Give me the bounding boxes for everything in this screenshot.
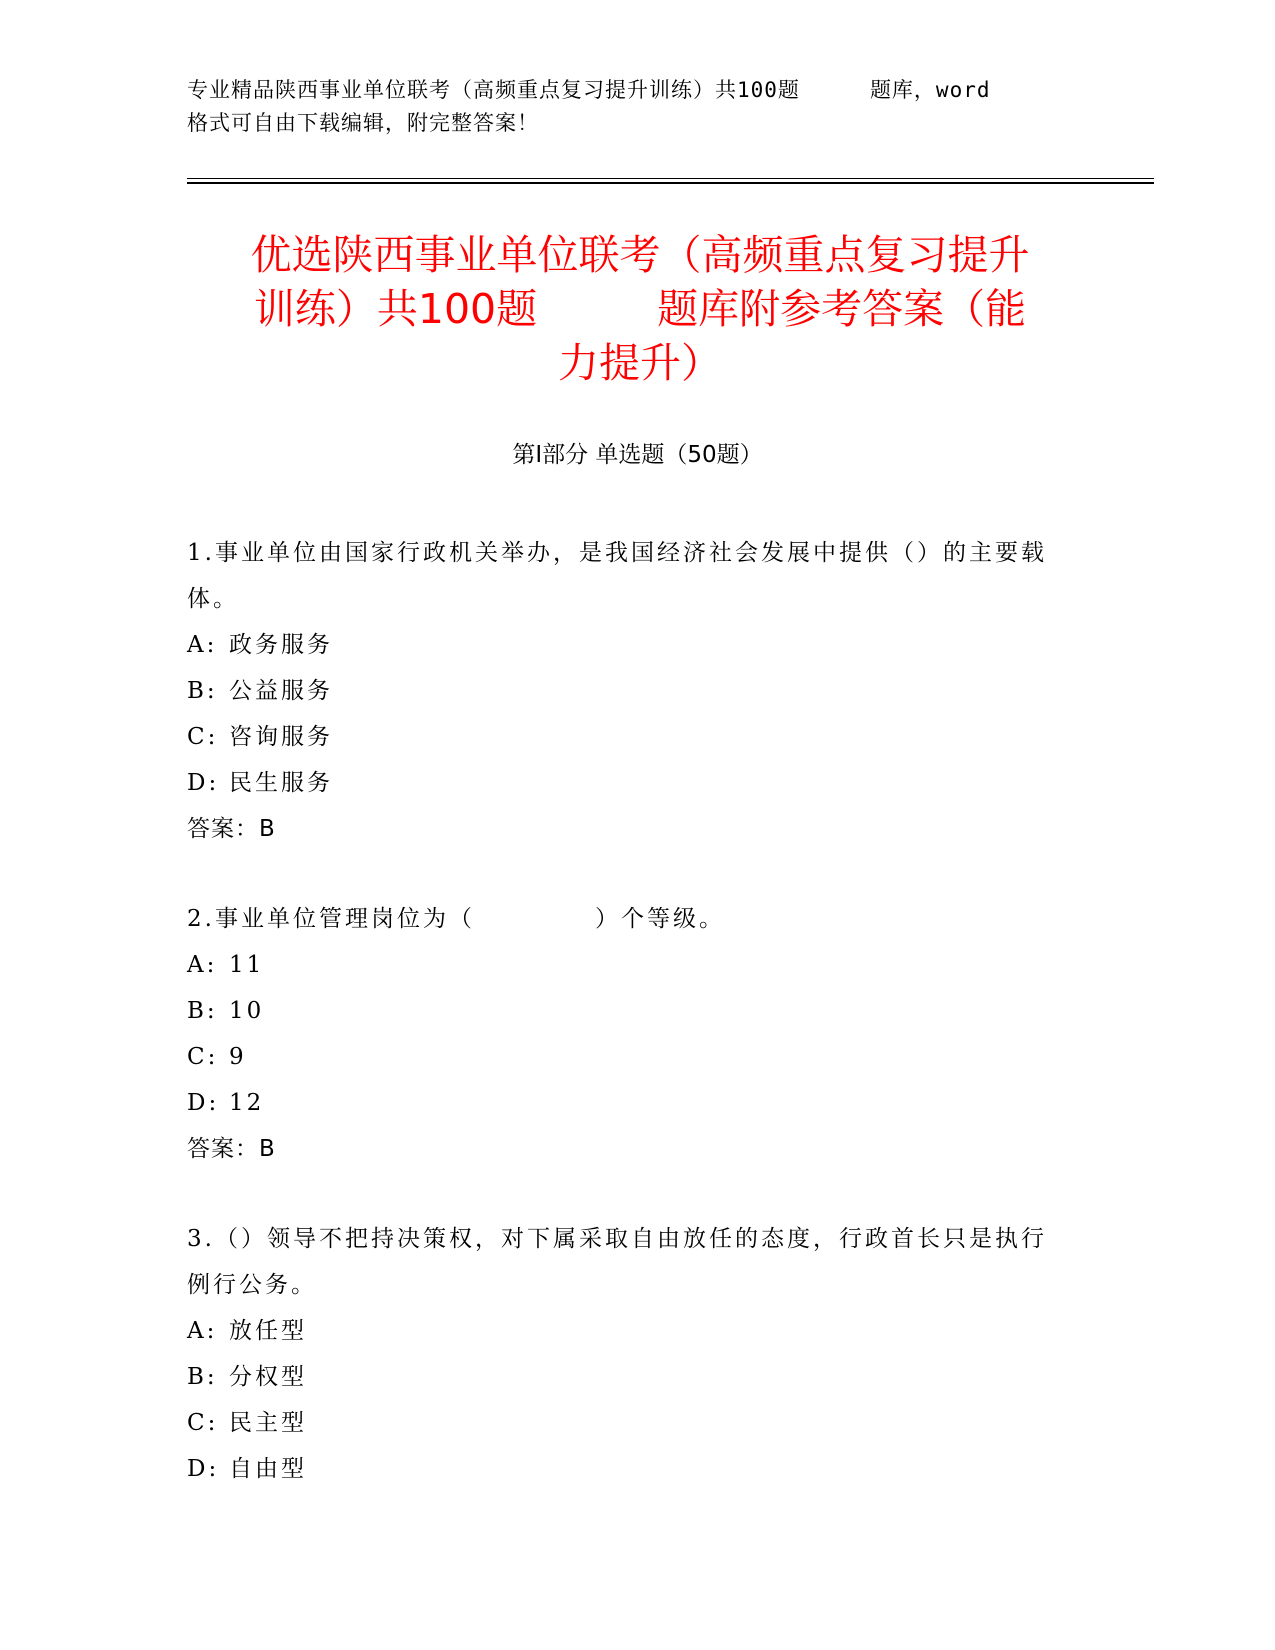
question-text-before: 2.事业单位管理岗位为（ <box>187 906 475 932</box>
header-line-1-right: 题库，word <box>869 78 991 102</box>
option-text: 自由型 <box>229 1456 307 1482</box>
option-label: A: <box>187 632 218 658</box>
question-text: 3.（）领导不把持决策权，对下属采取自由放任的态度，行政首长只是执行例行公务。 <box>187 1226 1047 1298</box>
option-label: A: <box>187 952 218 978</box>
option-d <box>187 1446 1067 1492</box>
option-label: D: <box>187 1090 220 1116</box>
question-1 <box>187 530 1067 852</box>
document-title <box>195 228 1085 390</box>
option-label: B: <box>187 1364 218 1390</box>
option-text: 民主型 <box>229 1410 307 1436</box>
answer-line: 答案：B <box>187 816 276 842</box>
option-label: D: <box>187 1456 220 1482</box>
question-text-after: ）个等级。 <box>594 906 725 932</box>
title-line-2 <box>195 282 1085 336</box>
section-heading: 第Ⅰ部分 单选题（50题） <box>512 442 763 468</box>
option-c <box>187 1034 1067 1080</box>
title-line-2-right: 题库附参考答案（能 <box>657 285 1027 333</box>
option-text: 放任型 <box>229 1318 307 1344</box>
page-header <box>187 74 1107 140</box>
header-divider-thin <box>187 178 1154 179</box>
header-divider-thick <box>187 182 1154 184</box>
option-label: C: <box>187 724 219 750</box>
option-a <box>187 622 1067 668</box>
option-label: C: <box>187 1410 219 1436</box>
option-d <box>187 760 1067 806</box>
option-text: 9 <box>229 1044 247 1070</box>
question-text: 1.事业单位由国家行政机关举办，是我国经济社会发展中提供（）的主要载体。 <box>187 540 1047 612</box>
title-line-1: 优选陕西事业单位联考（高频重点复习提升 <box>250 231 1030 279</box>
option-text: 政务服务 <box>229 632 333 658</box>
option-label: B: <box>187 678 218 704</box>
header-line-1 <box>187 74 1107 107</box>
title-line-2-left: 训练）共100题 <box>253 285 538 333</box>
option-text: 10 <box>229 998 265 1024</box>
option-b <box>187 988 1067 1034</box>
option-b <box>187 1354 1067 1400</box>
option-text: 分权型 <box>229 1364 307 1390</box>
option-a <box>187 942 1067 988</box>
option-text: 12 <box>229 1090 265 1116</box>
option-label: D: <box>187 770 220 796</box>
question-3 <box>187 1216 1067 1492</box>
header-line-2: 格式可自由下载编辑，附完整答案！ <box>187 111 539 135</box>
option-b <box>187 668 1067 714</box>
option-text: 民生服务 <box>229 770 333 796</box>
option-text: 公益服务 <box>229 678 333 704</box>
option-d <box>187 1080 1067 1126</box>
header-line-1-left: 专业精品陕西事业单位联考（高频重点复习提升训练）共100题 <box>187 78 800 102</box>
option-c <box>187 714 1067 760</box>
title-line-3: 力提升） <box>558 339 722 387</box>
option-c <box>187 1400 1067 1446</box>
question-list <box>187 530 1067 1492</box>
option-a <box>187 1308 1067 1354</box>
option-label: A: <box>187 1318 218 1344</box>
option-label: C: <box>187 1044 219 1070</box>
option-text: 咨询服务 <box>229 724 333 750</box>
question-2 <box>187 896 1067 1172</box>
answer-line: 答案：B <box>187 1136 276 1162</box>
question-text <box>187 896 1067 942</box>
option-label: B: <box>187 998 218 1024</box>
option-text: 11 <box>229 952 265 978</box>
